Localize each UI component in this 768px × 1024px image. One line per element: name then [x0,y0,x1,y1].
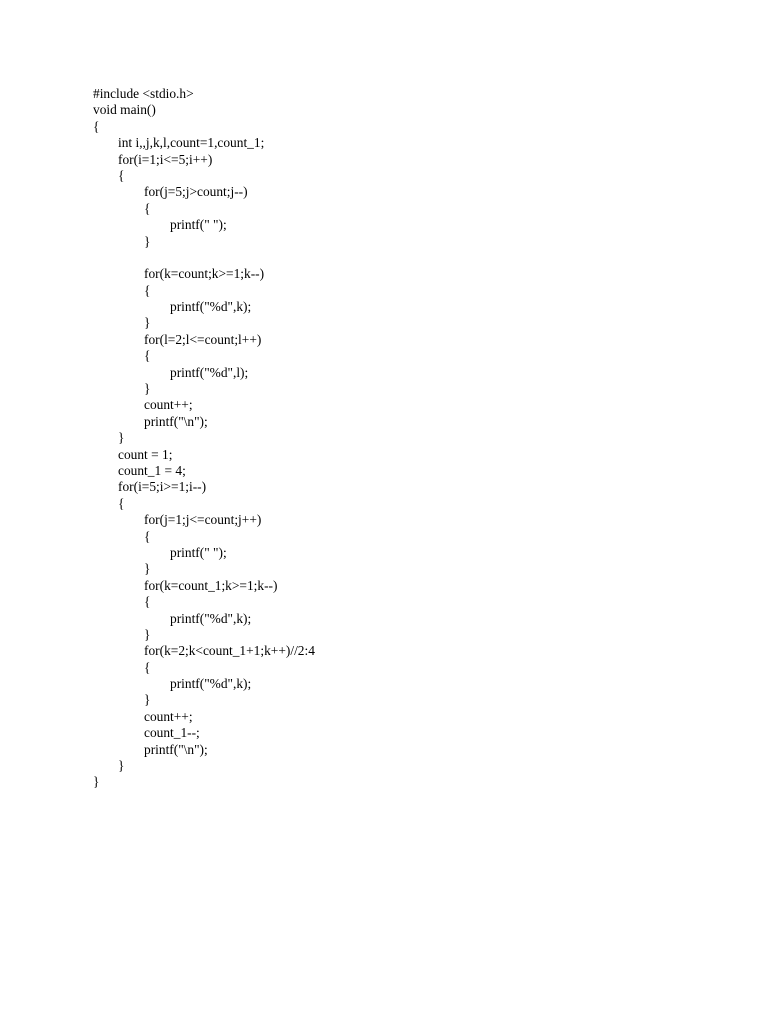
code-line [93,250,315,266]
code-line: { [118,167,125,183]
code-line: printf("\n"); [144,741,208,757]
code-line: void main() [93,102,156,118]
code-line: { [118,495,125,511]
code-listing [93,86,315,791]
code-line: int i,,j,k,l,count=1,count_1; [118,135,265,151]
code-line: } [93,774,100,790]
code-line: count++; [144,708,193,724]
code-line: printf("%d",k); [170,299,252,315]
code-line: } [144,561,151,577]
code-line: { [93,118,100,134]
code-line: } [144,692,151,708]
code-line: } [144,626,151,642]
code-line: } [144,381,151,397]
code-line: count_1--; [144,725,200,741]
code-line: printf("%d",l); [170,364,249,380]
code-line: printf("%d",k); [170,610,252,626]
code-line: for(i=5;i>=1;i--) [118,479,207,495]
code-line: { [144,659,151,675]
code-line: } [118,758,125,774]
code-line: printf("\n"); [144,413,208,429]
code-line: count_1 = 4; [118,462,186,478]
code-line: for(k=count_1;k>=1;k--) [144,577,278,593]
code-line: printf(" "); [170,544,227,560]
code-line: #include <stdio.h> [93,86,194,101]
code-line: { [144,282,151,298]
code-line: printf("%d",k); [170,676,252,692]
code-line: count++; [144,397,193,413]
code-line: { [144,528,151,544]
code-line: } [144,233,151,249]
code-line: for(i=1;i<=5;i++) [118,151,213,167]
code-line: for(j=1;j<=count;j++) [144,512,262,528]
code-line: { [144,348,151,364]
code-line: { [144,200,151,216]
code-line: } [118,430,125,446]
code-line: for(j=5;j>count;j--) [144,184,248,200]
code-line: for(k=2;k<count_1+1;k++)//2:4 [144,643,315,659]
code-line: { [144,594,151,610]
code-line: for(l=2;l<=count;l++) [144,331,262,347]
code-line: for(k=count;k>=1;k--) [144,266,265,282]
code-line: } [144,315,151,331]
code-line: count = 1; [118,446,173,462]
code-line: printf(" "); [170,217,227,233]
